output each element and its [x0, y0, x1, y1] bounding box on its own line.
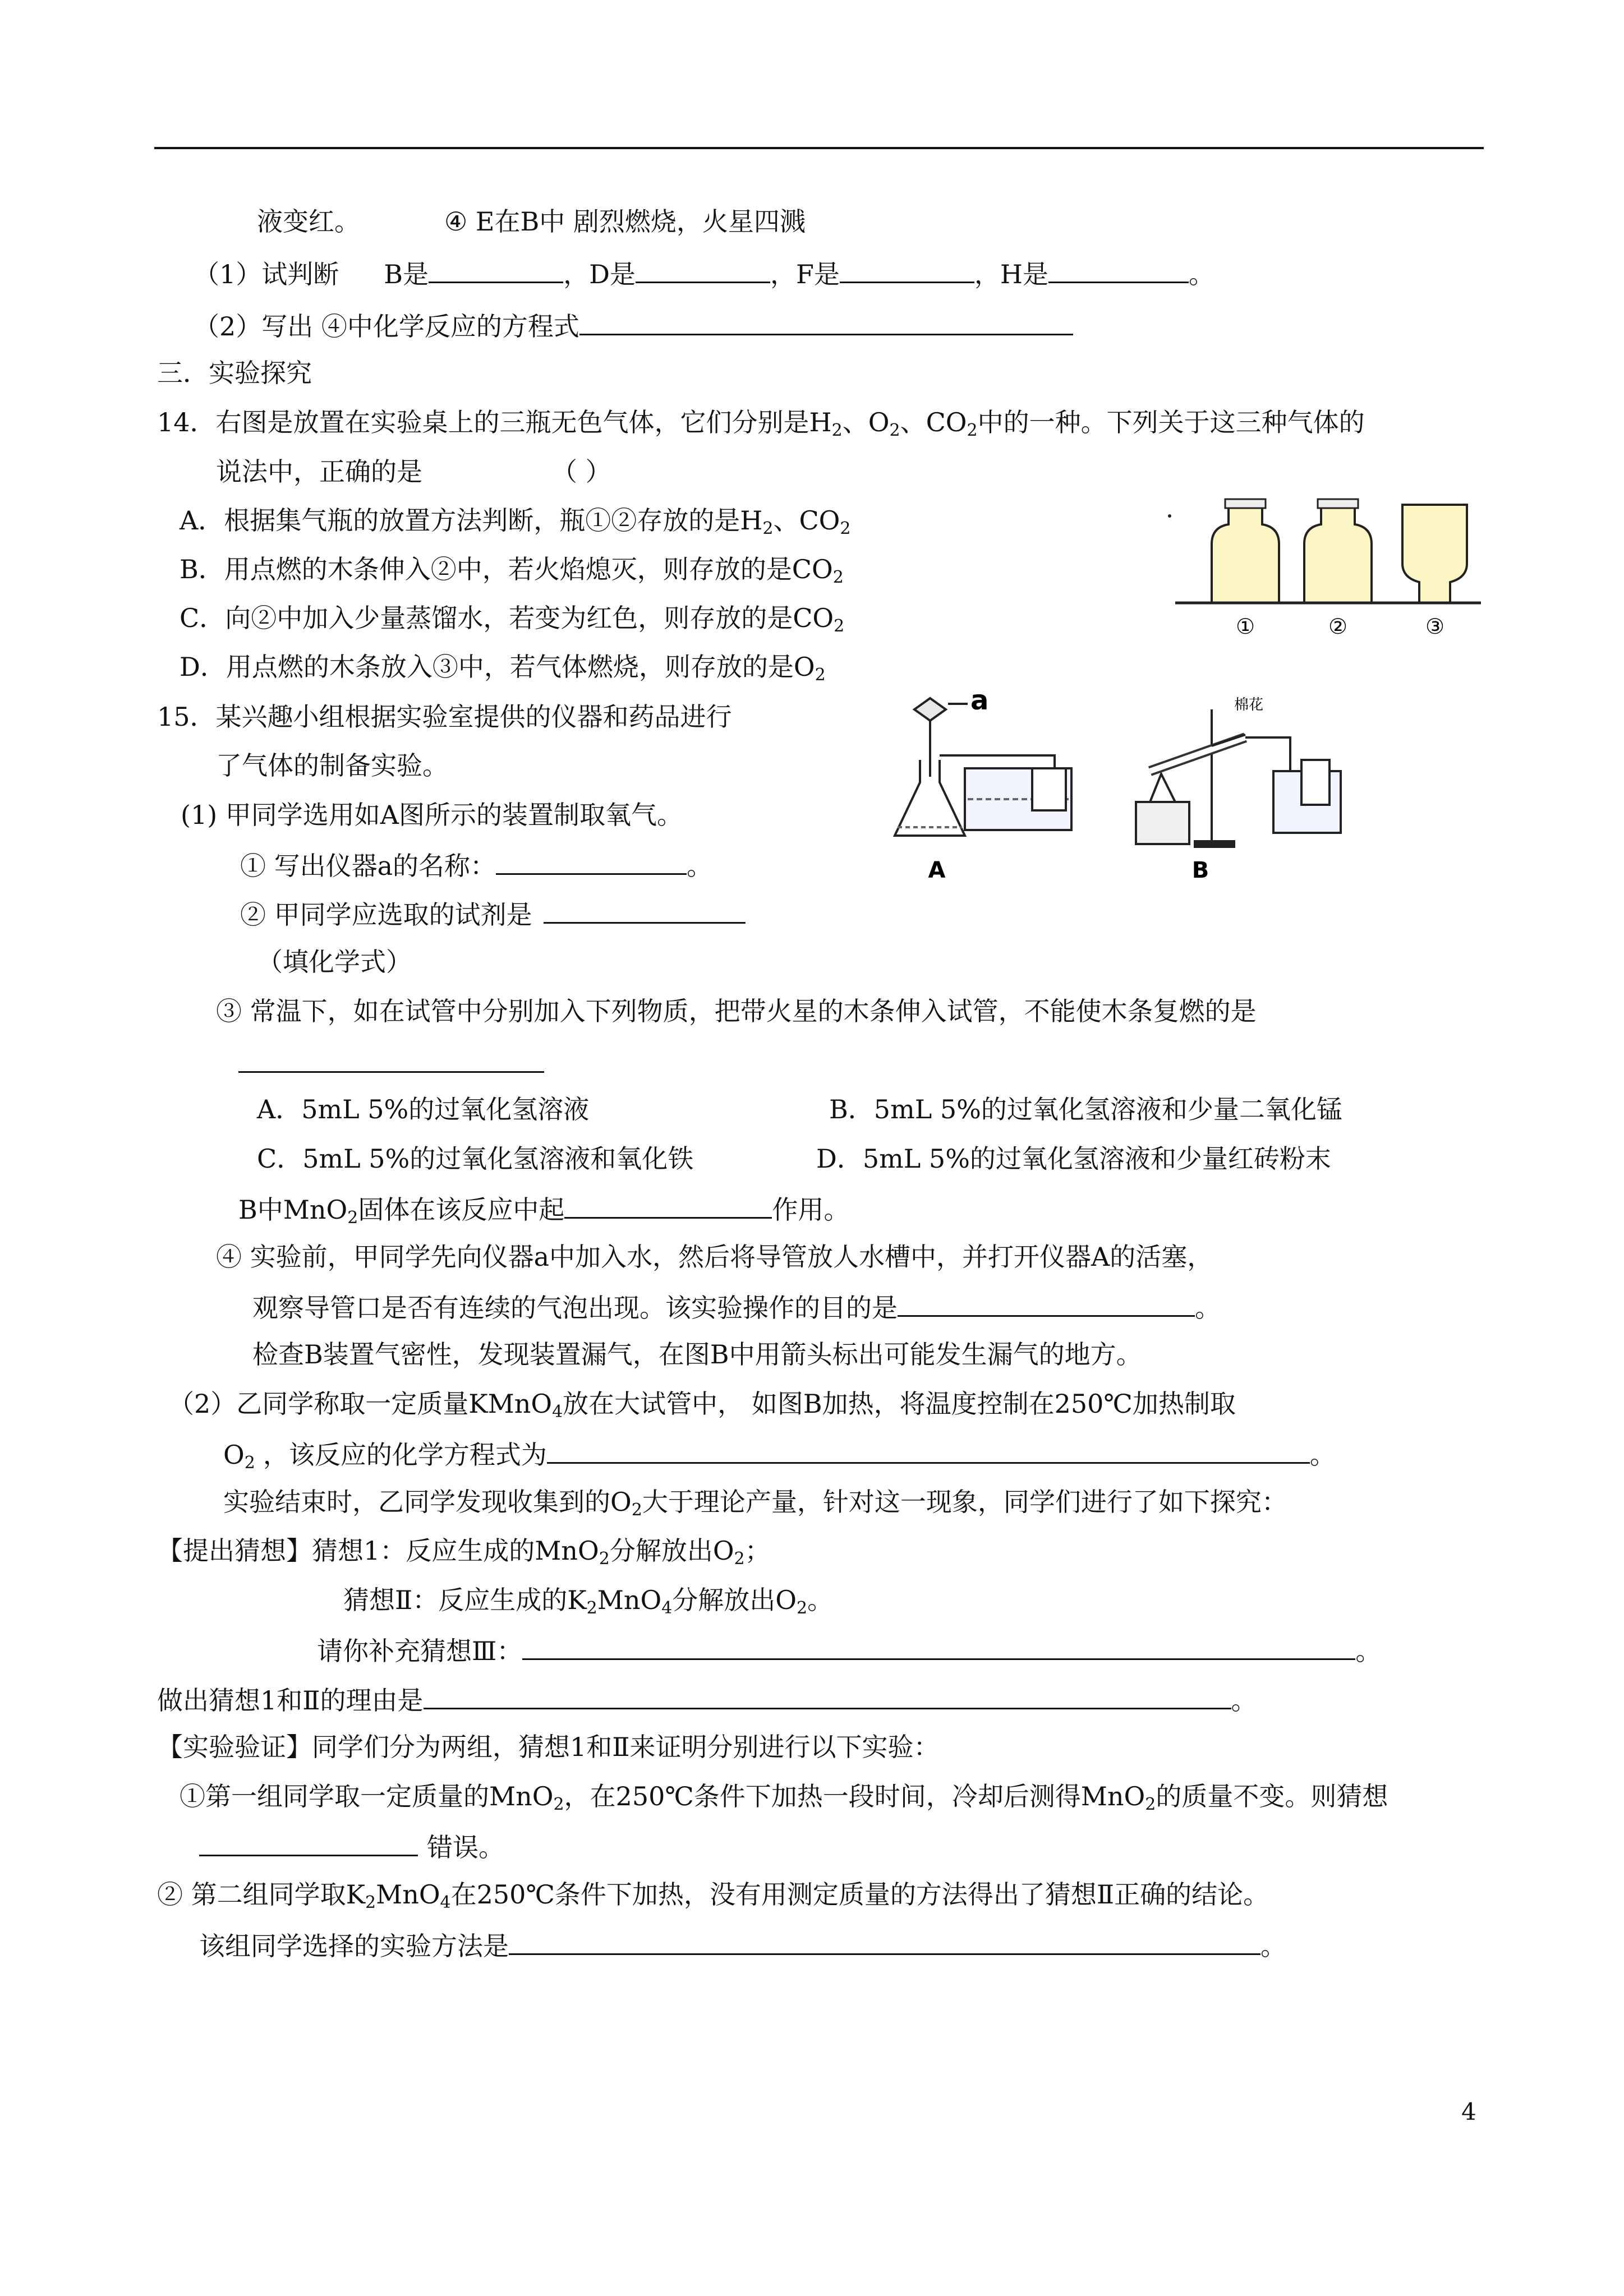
q14-stem-line1 [157, 407, 1365, 440]
q14-option-d-text: D．用点燃的木条放入③中，若气体燃烧，则存放的是O [180, 652, 815, 682]
purpose-blank[interactable] [898, 1293, 1195, 1317]
apparatus-figure [886, 693, 1503, 883]
apparatus-b [1136, 709, 1341, 847]
period: 。 [1355, 1636, 1382, 1666]
subscript: 2 [734, 1549, 745, 1569]
period: 。 [687, 851, 713, 881]
g1-c: 的质量不变。则猜想 [1156, 1781, 1388, 1811]
q13-d-blank[interactable] [636, 259, 770, 283]
section3-title: 三．实验探究 [157, 358, 312, 388]
subscript: 2 [365, 1893, 376, 1912]
part2-o: O [223, 1440, 245, 1470]
q15-part1: (1) 甲同学选用如A图所示的装置制取氧气。 [181, 800, 683, 830]
q15-opt-c[interactable]: C．5mL 5%的过氧化氢溶液和氧化铁 [257, 1144, 694, 1174]
q13-b-blank[interactable] [429, 259, 563, 283]
q15-opt-a[interactable]: A．5mL 5%的过氧化氢溶液 [257, 1094, 590, 1124]
verification-text: 同学们分为两组，猜想1和Ⅱ来证明分别进行以下实验： [312, 1732, 940, 1762]
bottle-3-inverted [1402, 505, 1467, 603]
q13-d-label: ，D是 [563, 259, 636, 289]
q15-part2-line2 [223, 1440, 1336, 1473]
hyp1-b: 分解放出O [609, 1536, 734, 1566]
sub3-answer-blank[interactable] [238, 1049, 544, 1073]
q14-stem-c: 、CO [900, 407, 967, 437]
hypothesis-1 [157, 1536, 771, 1569]
q14-option-a[interactable] [180, 505, 851, 538]
mno2-c: 作用。 [772, 1195, 850, 1225]
g1-end: 错误。 [427, 1832, 504, 1862]
q15-part2-line1 [168, 1389, 1236, 1422]
period: 。 [1309, 1440, 1336, 1470]
q15-stem-line2: 了气体的制备实验。 [216, 750, 448, 781]
verification-line [157, 1734, 940, 1760]
subscript: 2 [832, 568, 844, 587]
q14-option-c[interactable] [180, 603, 845, 636]
hyp2-c: 分解放出O [672, 1585, 797, 1615]
q15-sub2-note: （填化学式） [257, 947, 412, 977]
subscript: 2 [797, 1598, 808, 1618]
part2-b: 放在大试管中， 如图B加热，将温度控制在250℃加热制取 [563, 1389, 1236, 1419]
q15-sub2-text: ② 甲同学应选取的试剂是 [240, 900, 532, 930]
subscript: 2 [967, 421, 978, 440]
header-rule [154, 147, 1484, 149]
q15-sub4-line3: 检查B装置气密性，发现装置漏气，在图B中用箭头标出可能发生漏气的地方。 [252, 1339, 1142, 1370]
q15-opt-b[interactable]: B．5mL 5%的过氧化氢溶液和少量二氧化锰 [829, 1094, 1342, 1124]
q14-stem-line2-text: 说法中，正确的是 [216, 457, 422, 487]
q14-option-c-text: C．向②中加入少量蒸馏水，若变为红色，则存放的是CO [180, 603, 834, 633]
hypothesis-label: 【提出猜想】 [157, 1536, 312, 1566]
bottle-label-3: ③ [1425, 614, 1445, 639]
hyp1-c: ； [744, 1536, 771, 1566]
period: 。 [1195, 1293, 1221, 1323]
g1-a: ①第一组同学取一定质量的MnO [180, 1781, 554, 1811]
q13-h-blank[interactable] [1048, 259, 1189, 283]
kmno4-equation-blank[interactable] [547, 1440, 1310, 1464]
reagent-blank[interactable] [544, 900, 746, 924]
part2-line2-text: ，该反应的化学方程式为 [263, 1440, 547, 1470]
q14-stem-a: 14．右图是放置在实验桌上的三瓶无色气体，它们分别是H [157, 407, 832, 437]
q15-sub1-text: ① 写出仪器a的名称： [240, 851, 496, 881]
period: 。 [807, 1585, 834, 1615]
bottle-label-1: ① [1235, 614, 1255, 639]
q13-part2 [194, 311, 1073, 342]
instrument-a-blank[interactable] [496, 851, 687, 875]
q13-b-label: B是 [384, 259, 429, 289]
q15-stem-line1: 15．某兴趣小组根据实验室提供的仪器和药品进行 [157, 702, 732, 732]
subscript: 2 [840, 519, 851, 538]
bottle-2 [1304, 499, 1372, 603]
hypothesis-3-blank[interactable] [522, 1636, 1355, 1660]
q14-stem-line2 [216, 459, 611, 485]
apparatus-a [895, 698, 1071, 836]
wrong-hypothesis-blank[interactable] [199, 1832, 418, 1856]
g2-b: MnO [376, 1879, 440, 1910]
q14-answer-paren[interactable]: （ ） [551, 457, 611, 487]
gas-bottles-figure [1167, 494, 1481, 662]
q13-f-label: ，F是 [770, 259, 840, 289]
bottle-1 [1212, 499, 1279, 603]
g2-c: 在250℃条件下加热，没有用测定质量的方法得出了猜想Ⅱ正确的结论。 [450, 1879, 1269, 1910]
part2-line3-a: 实验结束时，乙同学发现收集到的O [223, 1487, 632, 1517]
reason-label: 做出猜想1和Ⅱ的理由是 [157, 1685, 424, 1716]
q15-sub4-line2 [252, 1293, 1221, 1321]
q13-f-blank[interactable] [840, 259, 974, 283]
figure-a-label: A [928, 857, 946, 883]
subscript: 2 [831, 421, 843, 440]
q14-stem-b: 、O [842, 407, 890, 437]
subscript: 2 [815, 665, 826, 685]
sub4-line2-text: 观察导管口是否有连续的气泡出现。该实验操作的目的是 [252, 1293, 898, 1323]
q15-part2-line3 [223, 1487, 1287, 1520]
q15-sub1 [240, 851, 712, 879]
q14-option-b-text: B．用点燃的木条伸入②中，若火焰熄灭，则存放的是CO [180, 554, 833, 584]
hypothesis-reason [157, 1685, 1257, 1716]
mno2-a: B中MnO [238, 1195, 348, 1225]
hyp1-a: 猜想1：反应生成的MnO [312, 1536, 599, 1566]
mno2-role-blank[interactable] [564, 1195, 772, 1219]
subscript: 2 [762, 519, 774, 538]
mno2-b: 固体在该反应中起 [358, 1195, 565, 1225]
group1-line2 [199, 1832, 504, 1860]
method-blank[interactable] [509, 1931, 1260, 1955]
subscript: 4 [552, 1402, 563, 1422]
page-number: 4 [1461, 2098, 1476, 2126]
q14-option-b[interactable] [180, 554, 844, 587]
hypothesis-2 [343, 1585, 834, 1618]
q13-line1 [257, 206, 806, 237]
hyp2-a: 猜想Ⅱ：反应生成的K [343, 1585, 587, 1615]
subscript: 2 [244, 1453, 255, 1473]
g2-a: ② 第二组同学取K [157, 1879, 365, 1910]
q14-option-d[interactable] [180, 652, 826, 685]
group1-line [180, 1781, 1388, 1814]
reason-blank[interactable] [424, 1685, 1231, 1709]
instrument-a-label: a [970, 693, 989, 716]
q13-part1 [194, 259, 1214, 287]
g2-line2-text: 该组同学选择的实验方法是 [199, 1931, 509, 1961]
q14-option-a-text: A．根据集气瓶的放置方法判断，瓶①②存放的是H [180, 505, 763, 536]
figure-b-label: B [1191, 857, 1209, 883]
q13-equation-blank[interactable] [579, 311, 1073, 335]
subscript: 2 [631, 1500, 642, 1520]
cotton-label: 棉花 [1234, 697, 1264, 713]
q14-stem-d: 中的一种。下列关于这三种气体的 [977, 407, 1365, 437]
subscript: 2 [834, 616, 845, 636]
subscript: 2 [553, 1795, 564, 1814]
subscript: 2 [599, 1549, 610, 1569]
period: 。 [1260, 1931, 1286, 1961]
q15-sub4-line1: ④ 实验前，甲同学先向仪器a中加入水，然后将导管放人水槽中，并打开仪器A的活塞， [216, 1242, 1213, 1272]
subscript: 2 [889, 421, 900, 440]
subscript: 4 [661, 1598, 673, 1618]
q13-part2-label: （2）写出 ④中化学反应的方程式 [194, 311, 579, 342]
q13-line1-b: ④ E在B中 剧烈燃烧，火星四溅 [444, 206, 806, 237]
subscript: 4 [440, 1893, 451, 1912]
group2-line [157, 1879, 1269, 1912]
hypothesis-3 [317, 1636, 1381, 1664]
q15-sub2 [240, 900, 746, 928]
q13-part1-label: （1）试判断 [194, 259, 339, 289]
bottle-label-2: ② [1328, 614, 1348, 639]
part2-line3-b: 大于理论产量，针对这一现象，同学们进行了如下探究： [642, 1487, 1287, 1517]
period: 。 [1231, 1685, 1257, 1716]
group2-line2 [199, 1931, 1286, 1959]
q14-option-a-mid: 、CO [773, 505, 840, 536]
hyp3-label: 请你补充猜想Ⅲ： [317, 1636, 523, 1666]
subscript: 2 [586, 1598, 597, 1618]
hyp2-b: MnO [597, 1585, 662, 1615]
q13-line1-a: 液变红。 [257, 206, 360, 237]
subscript: 2 [347, 1208, 358, 1228]
part2-a: （2）乙同学称取一定质量KMnO [168, 1389, 553, 1419]
g1-b: ，在250℃条件下加热一段时间，冷却后测得MnO [564, 1781, 1145, 1811]
q15-opt-d[interactable]: D．5mL 5%的过氧化氢溶液和少量红砖粉末 [816, 1144, 1331, 1174]
q15-sub3: ③ 常温下，如在试管中分别加入下列物质，把带火星的木条伸入试管，不能使木条复燃的是 [216, 996, 1257, 1026]
q13-period: 。 [1189, 259, 1215, 289]
subscript: 2 [1145, 1795, 1156, 1814]
q13-h-label: ，H是 [974, 259, 1049, 289]
verification-label: 【实验验证】 [157, 1732, 312, 1762]
q15-mno2-role [238, 1195, 850, 1228]
